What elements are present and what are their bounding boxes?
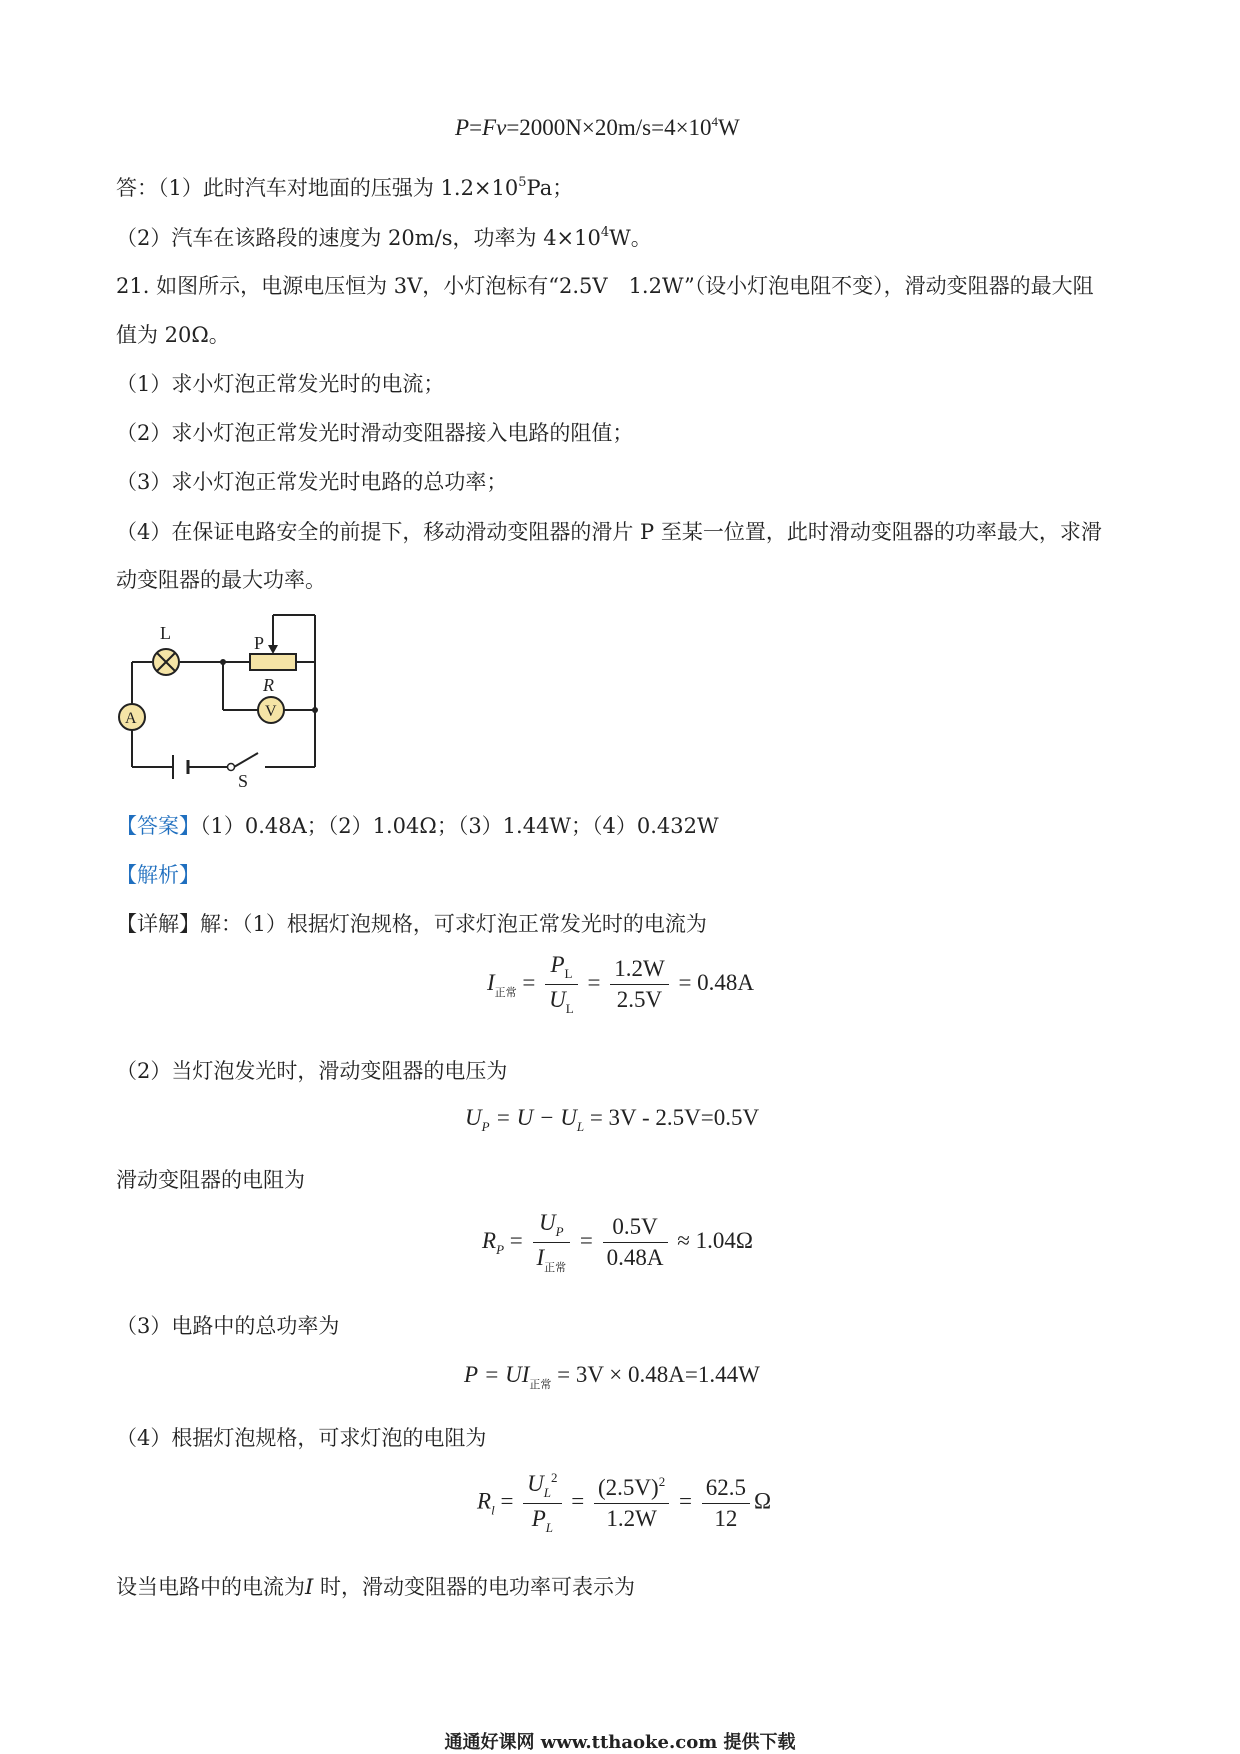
text: W。 <box>609 226 652 250</box>
eq-subscript: L <box>565 1001 574 1016</box>
answer-line-2 <box>116 222 652 252</box>
equation-current: $I_{正常}$ = $\frac{P_L}{U_L}$ = $\frac{1.2W}{2.5V}$ = 0.48A <box>487 952 755 1016</box>
label-R: R <box>263 675 274 695</box>
question-stem-2: 值为 20Ω。 <box>116 323 230 347</box>
eq-subscript: P <box>481 1119 490 1134</box>
label-P: P <box>254 633 265 653</box>
denominator: 1.2W <box>606 1506 657 1531</box>
question-4-line-2: 动变阻器的最大功率。 <box>116 568 326 592</box>
numerator: 0.5V <box>603 1214 668 1243</box>
eq-exponent: 2 <box>658 1474 666 1489</box>
exponent: 4 <box>600 225 610 240</box>
eq-subscript: L <box>545 1520 553 1535</box>
eq-subscript: L <box>576 1119 585 1134</box>
answer-tag: 【答案】 <box>116 814 200 838</box>
question-1: （1）求小灯泡正常发光时的电流； <box>116 372 445 396</box>
fraction <box>610 956 668 1013</box>
eq-unit: Ω <box>753 1488 772 1514</box>
eq-result: = 3V × 0.48A=1.44W <box>557 1362 760 1387</box>
eq-var: P <box>455 115 470 140</box>
numerator: 62.5 <box>702 1475 750 1504</box>
eq-var: U <box>527 1471 544 1496</box>
denominator: 12 <box>714 1505 738 1531</box>
question-stem-1: 21. 如图所示，电源电压恒为 3V，小灯泡标有“2.5V 1.2W”（设小灯泡电阻不变），滑动变阻器的最大阻 <box>116 274 1094 298</box>
eq-exponent: 2 <box>551 1470 558 1485</box>
equation-rheostat-voltage <box>465 1105 759 1135</box>
label-L: L <box>160 623 171 643</box>
fraction <box>702 1475 750 1532</box>
equation-total-power <box>464 1362 760 1392</box>
eq-sign: = <box>469 115 483 140</box>
equation-power <box>455 114 740 141</box>
label-V: V <box>265 703 277 720</box>
eq-subscript: 正常 <box>494 986 517 999</box>
text: 设当电路中的电流为 <box>116 1575 305 1599</box>
eq-result: = 0.48A <box>678 969 755 995</box>
analysis-tag: 【解析】 <box>116 863 200 887</box>
eq-subscript: 正常 <box>529 1379 552 1391</box>
text: （2）汽车在该路段的速度为 20m/s，功率为 4×10 <box>116 226 601 250</box>
eq-var: U <box>465 1105 482 1130</box>
eq-var: R <box>477 1488 492 1514</box>
fraction <box>533 1210 571 1275</box>
detail-tag: 【详解】 <box>116 912 200 936</box>
text: Pa； <box>526 176 574 200</box>
eq-result: ≈ 1.04Ω <box>677 1227 753 1253</box>
eq-var: I <box>305 1575 314 1599</box>
text: 答：（1）此时汽车对地面的压强为 1.2×10 <box>116 176 519 200</box>
eq-subscript: l <box>491 1502 495 1518</box>
question-3: （3）求小灯泡正常发光时电路的总功率； <box>116 470 508 494</box>
eq-var: R <box>482 1227 497 1253</box>
numerator: (2.5V) <box>598 1475 659 1500</box>
eq-var: P <box>550 952 565 977</box>
fraction <box>545 952 578 1017</box>
answer-line <box>116 810 719 840</box>
eq-subscript: P <box>555 1224 564 1239</box>
eq-subscript: 正常 <box>544 1262 567 1274</box>
detail-line-5: （4）根据灯泡规格，可求灯泡的电阻为 <box>116 1426 487 1450</box>
equation-lamp-resistance: $R_l$ = $\frac{U_L^2}{P_L}$ = $\frac{(2.5V)^2}{1.2W}$ = $\frac{62.5}{12}$ Ω <box>477 1470 772 1535</box>
numerator: 1.2W <box>610 956 668 985</box>
detail-text: 解：（1）根据灯泡规格，可求灯泡正常发光时的电流为 <box>200 912 707 936</box>
fraction <box>523 1470 561 1536</box>
eq-text: = UI <box>483 1362 530 1387</box>
fraction <box>594 1474 669 1532</box>
detail-line-6 <box>116 1571 635 1601</box>
exponent: 5 <box>518 175 527 190</box>
eq-text: = U − U <box>495 1105 577 1130</box>
eq-var: I <box>487 969 495 995</box>
detail-line-1 <box>116 908 707 938</box>
denominator: 0.48A <box>606 1245 664 1270</box>
eq-result: = 3V - 2.5V=0.5V <box>589 1105 760 1130</box>
eq-exponent: 4 <box>711 114 719 129</box>
answer-text: （1）0.48A；（2）1.04Ω；（3）1.44W；（4）0.432W <box>200 814 719 838</box>
eq-var: U <box>549 987 566 1012</box>
answer-line-1 <box>116 172 573 202</box>
page-footer: 通通好课网 www.tthaoke.com 提供下载 <box>444 1732 796 1753</box>
eq-subscript: L <box>564 966 573 981</box>
label-S: S <box>238 771 249 790</box>
equation-rheostat-resistance: $R_P$ = $\frac{U_P}{I_{正常}}$ = $\frac{0.5V}{0.48A}$ ≈ 1.04Ω <box>482 1210 753 1274</box>
eq-var: U <box>539 1210 556 1235</box>
question-2: （2）求小灯泡正常发光时滑动变阻器接入电路的阻值； <box>116 421 634 445</box>
eq-var: Fv <box>482 115 507 140</box>
question-4-line-1: （4）在保证电路安全的前提下，移动滑动变阻器的滑片 P 至某一位置，此时滑动变阻器的功率最大，求滑 <box>116 520 1102 544</box>
eq-subscript: L <box>543 1485 552 1500</box>
eq-var: P <box>464 1362 479 1387</box>
detail-line-2: （2）当灯泡发光时，滑动变阻器的电压为 <box>116 1059 508 1083</box>
fraction <box>603 1214 668 1271</box>
detail-line-3: 滑动变阻器的电阻为 <box>116 1168 305 1192</box>
eq-text: =2000N×20m/s=4×10 <box>506 115 712 140</box>
label-A: A <box>125 710 137 727</box>
eq-unit: W <box>718 115 740 140</box>
circuit-diagram <box>110 605 330 790</box>
text: 时，滑动变阻器的电功率可表示为 <box>313 1575 635 1599</box>
eq-var: P <box>531 1506 546 1531</box>
rheostat-symbol <box>250 654 296 670</box>
eq-subscript: P <box>496 1241 505 1257</box>
eq-var: I <box>536 1245 545 1270</box>
detail-line-4: （3）电路中的总功率为 <box>116 1314 340 1338</box>
denominator: 2.5V <box>616 987 663 1012</box>
